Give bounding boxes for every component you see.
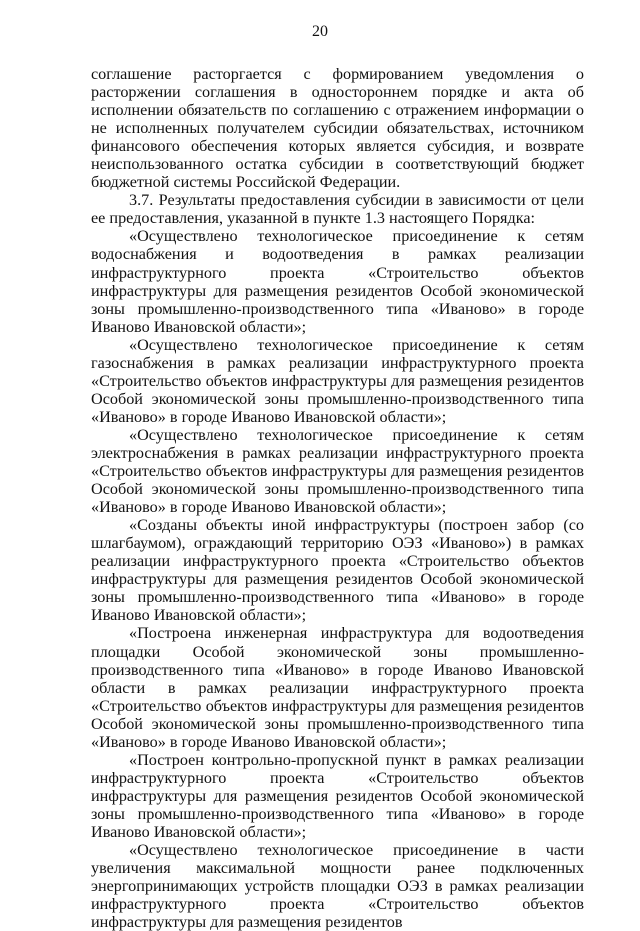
paragraph-agreement-termination: соглашение расторгается с формированием уведомления о расторжении соглашения в одностороннем порядке и акта об исполнении обязательств по соглашению с отражением информации о не исполненных получателем субсидии обязательствах, источником финансового обеспечения которых является субсидия, и возврате неиспользованного остатка субсидии в соответствующий бюджет бюджетной системы Российской Федерации. (91, 65, 584, 192)
paragraph-result-electricity-supply: «Осуществлено технологическое присоединение к сетям электроснабжения в рамках реализации инфраструктурного проекта «Строительство объектов инфраструктуры для размещения резидентов Особой экономической зоны промышленно-производственного типа «Иваново» в городе Иваново Ивановской области»; (91, 425, 584, 517)
paragraph-result-gas-supply: «Осуществлено технологическое присоединение к сетям газоснабжения в рамках реализации инфраструктурного проекта «Строительство объектов инфраструктуры для размещения резидентов Особой экономической зоны промышленно-производственного типа «Иваново» в городе Иваново Ивановской области»; (91, 335, 584, 426)
paragraph-result-water-supply: «Осуществлено технологическое присоединение к сетям водоснабжения и водоотведения в рамках реализации инфраструктурного проекта «Строительство объектов инфраструктуры для размещения резидентов Особой экономической зоны промышленно-производственного типа «Иваново» в городе Иваново Ивановской области»; (91, 227, 584, 336)
document-body (91, 65, 584, 931)
paragraph-result-fence: «Созданы объекты иной инфраструктуры (построен забор (со шлагбаумом), ограждающий территорию ОЭЗ «Иваново») в рамках реализации инфраструктурного проекта «Строительство объектов инфраструктуры для размещения резидентов Особой экономической зоны промышленно-производственного типа «Иваново» в городе Иваново Ивановской области»; (91, 516, 584, 625)
paragraph-result-power-capacity: «Осуществлено технологическое присоединение в части увеличения максимальной мощности ранее подключенных энергопринимающих устройств площадки ОЭЗ в рамках реализации инфраструктурного проекта «Строительство объектов инфраструктуры для размещения резидентов (91, 841, 584, 931)
paragraph-section-3-7: 3.7. Результаты предоставления субсидии в зависимости от цели ее предоставления, указанной в пункте 1.3 настоящего Порядка: (91, 191, 584, 228)
paragraph-result-checkpoint: «Построен контрольно-пропускной пункт в рамках реализации инфраструктурного проекта «Строительство объектов инфраструктуры для размещения резидентов Особой экономической зоны промышленно-производственного типа «Иваново» в городе Иваново Ивановской области»; (91, 750, 584, 841)
page-number: 20 (312, 23, 328, 40)
paragraph-result-drainage: «Построена инженерная инфраструктура для водоотведения площадки Особой экономической зоны промышленно-производственного типа «Иваново» в городе Иваново Ивановской области в рамках реализации инфраструктурного проекта «Строительство объектов инфраструктуры для размещения резидентов Особой экономической зоны промышленно-производственного типа «Иваново» в городе Иваново Ивановской области»; (91, 624, 584, 751)
